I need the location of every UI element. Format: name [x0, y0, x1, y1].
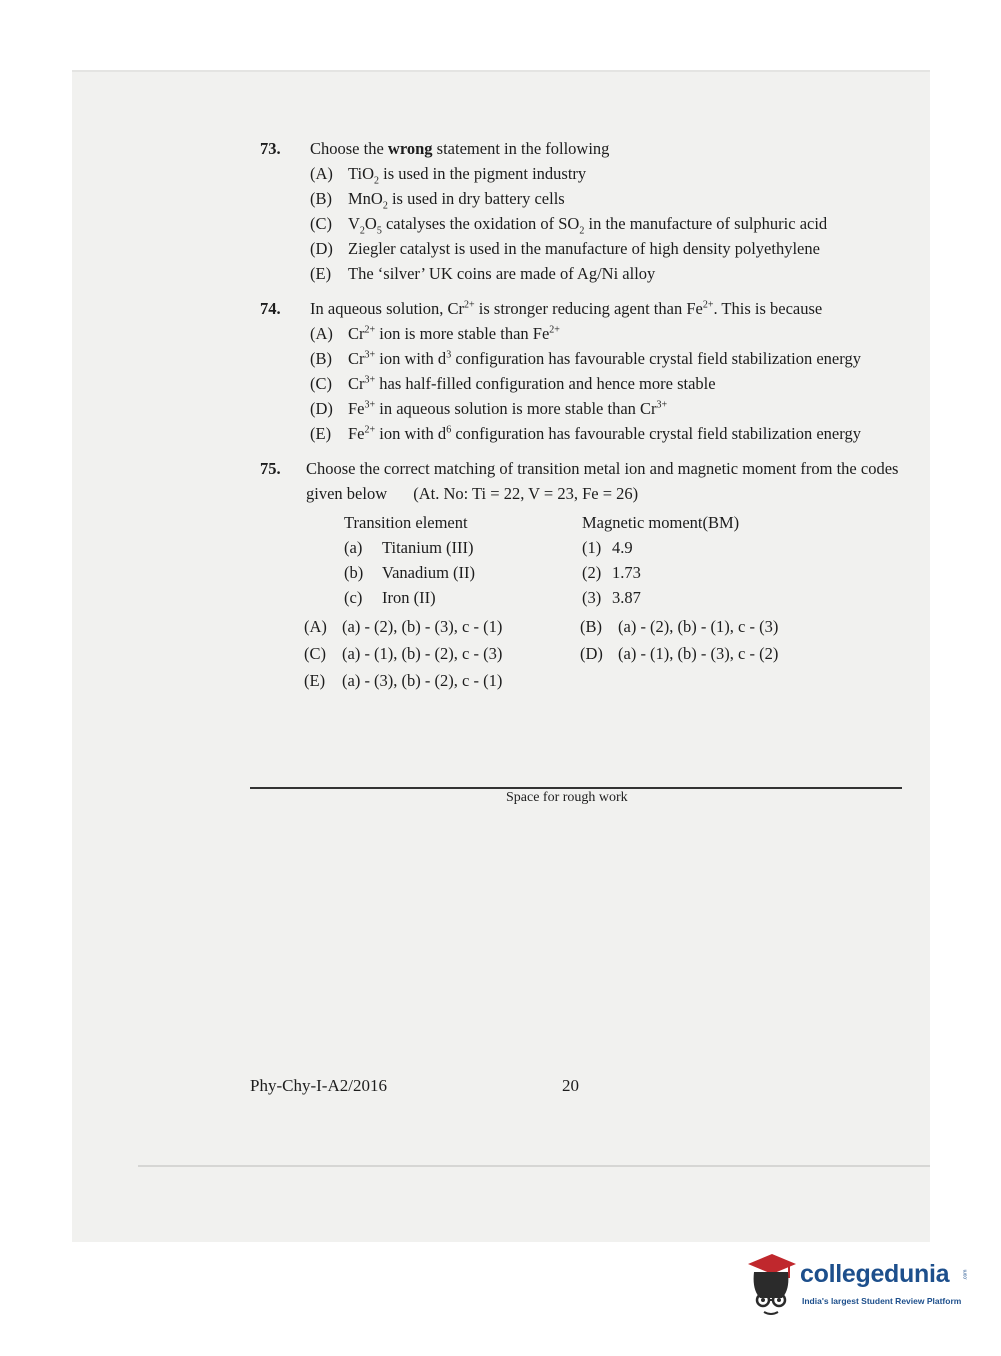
- element-cell: [344, 535, 582, 560]
- option-list: [250, 321, 905, 446]
- element-cell: [344, 585, 582, 610]
- mascot-icon: [742, 1250, 800, 1320]
- column-right-heading: Magnetic moment(BM): [582, 513, 740, 532]
- matching-table: [250, 535, 905, 610]
- rough-work-label: Space for rough work: [506, 790, 628, 805]
- brand-name: collegedunia: [800, 1260, 950, 1288]
- atomic-numbers-note: (At. No: Ti = 22, V = 23, Fe = 26): [413, 484, 639, 503]
- option-list: [250, 161, 905, 286]
- answer-text: (a) - (2), (b) - (3), c - (1): [342, 617, 503, 636]
- moment-label: (2): [582, 563, 602, 582]
- option-label: (A): [310, 324, 333, 343]
- option-item: [310, 236, 905, 261]
- brand-logo[interactable]: [742, 1250, 972, 1320]
- option-item: [310, 371, 905, 396]
- answer-row: [304, 668, 905, 693]
- answer-option: [580, 641, 856, 666]
- option-label: (E): [310, 424, 332, 443]
- option-label: (E): [310, 264, 332, 283]
- answer-option: [304, 614, 580, 639]
- moment-cell: [582, 535, 633, 560]
- element-name: Vanadium (II): [382, 563, 476, 582]
- answer-label: (B): [580, 617, 602, 636]
- option-text: $Cr^{3+}$ ion with $d^3$ configuration has favourable crystal field stabilization energy: [348, 349, 861, 368]
- answer-row: [304, 614, 905, 639]
- option-text: TiO$_2$ is used in the pigment industry: [348, 164, 587, 187]
- moment-value: 1.73: [612, 563, 641, 582]
- question-number: 73.: [260, 139, 281, 158]
- matching-row: [344, 560, 905, 585]
- option-text: $Cr^{2+}$ ion is more stable than $Fe^{2+}$: [348, 324, 560, 343]
- page-number: 20: [562, 1076, 579, 1095]
- question-stem: In aqueous solution, $Cr^{2+}$ is stronger reducing agent than $Fe^{2+}$. This is because: [310, 299, 823, 318]
- option-label: (B): [310, 189, 332, 208]
- option-text: Ziegler catalyst is used in the manufacture of high density polyethylene: [348, 239, 820, 258]
- element-name: Titanium (III): [382, 538, 474, 557]
- divider-line: [250, 787, 902, 789]
- option-label: (D): [310, 239, 333, 258]
- answer-label: (A): [304, 617, 327, 636]
- option-item: [310, 161, 905, 186]
- option-label: (D): [310, 399, 333, 418]
- stem-text: Choose the: [310, 139, 388, 158]
- moment-cell: [582, 585, 641, 610]
- stem-emphasis: wrong: [387, 139, 433, 158]
- option-label: (C): [310, 374, 332, 393]
- moment-cell: [582, 560, 641, 585]
- answer-label: (E): [304, 671, 326, 690]
- stem-text: Choose the correct matching of transition metal ion and magnetic moment from the codes given below: [306, 459, 899, 503]
- option-item: [310, 261, 905, 286]
- question-stem: [306, 456, 905, 506]
- moment-value: 4.9: [612, 538, 633, 557]
- column-left-heading: Transition element: [344, 513, 468, 532]
- answer-text: (a) - (1), (b) - (3), c - (2): [618, 644, 779, 663]
- option-label: (C): [310, 214, 332, 233]
- matching-row: [344, 535, 905, 560]
- answer-option: [304, 668, 580, 693]
- question-number: 75.: [260, 459, 281, 478]
- answer-label: (C): [304, 644, 326, 663]
- option-label: (A): [310, 164, 333, 183]
- option-item: [310, 321, 905, 346]
- option-text: $Fe^{2+}$ ion with $d^6$ configuration has favourable crystal field stabilization energy: [348, 424, 861, 443]
- stem-text: statement in the following: [432, 139, 610, 158]
- brand-tagline: India's largest Student Review Platform: [802, 1296, 962, 1306]
- option-label: (B): [310, 349, 332, 368]
- option-text: $Fe^{3+}$ in aqueous solution is more stable than $Cr^{3+}$: [348, 399, 668, 418]
- answer-option: [304, 641, 580, 666]
- element-name: Iron (II): [382, 588, 436, 607]
- answer-options: [250, 614, 905, 693]
- brand-suffix: .com: [962, 1269, 969, 1281]
- option-text: $Cr^{3+}$ has half-filled configuration and hence more stable: [348, 374, 716, 393]
- question-area: [250, 136, 905, 701]
- option-item: [310, 396, 905, 421]
- answer-text: (a) - (3), (b) - (2), c - (1): [342, 671, 503, 690]
- option-text: $V_2O_5$ catalyses the oxidation of $SO_2$ in the manufacture of sulphuric acid: [348, 214, 828, 237]
- answer-label: (D): [580, 644, 603, 663]
- element-label: (a): [344, 538, 363, 557]
- answer-text: (a) - (2), (b) - (1), c - (3): [618, 617, 779, 636]
- option-item: [310, 421, 905, 446]
- question-74: [250, 296, 905, 446]
- element-label: (c): [344, 588, 363, 607]
- answer-text: (a) - (1), (b) - (2), c - (3): [342, 644, 503, 663]
- page-fold-line: [138, 1165, 930, 1167]
- element-label: (b): [344, 563, 364, 582]
- question-stem: [310, 136, 905, 161]
- paper-code: Phy-Chy-I-A2/2016: [250, 1076, 387, 1095]
- answer-row: [304, 641, 905, 666]
- answer-option: [580, 614, 856, 639]
- matching-header: [344, 510, 905, 535]
- matching-row: [344, 585, 905, 610]
- question-75: [250, 456, 905, 693]
- element-cell: [344, 560, 582, 585]
- option-item: [310, 211, 905, 236]
- moment-label: (1): [582, 538, 602, 557]
- option-item: [310, 346, 905, 371]
- moment-value: 3.87: [612, 588, 641, 607]
- question-73: [250, 136, 905, 286]
- option-text: The ‘silver’ UK coins are made of Ag/Ni alloy: [348, 264, 656, 283]
- question-number: 74.: [260, 299, 281, 318]
- option-text: MnO$_2$ is used in dry battery cells: [348, 189, 565, 212]
- option-item: [310, 186, 905, 211]
- moment-label: (3): [582, 588, 602, 607]
